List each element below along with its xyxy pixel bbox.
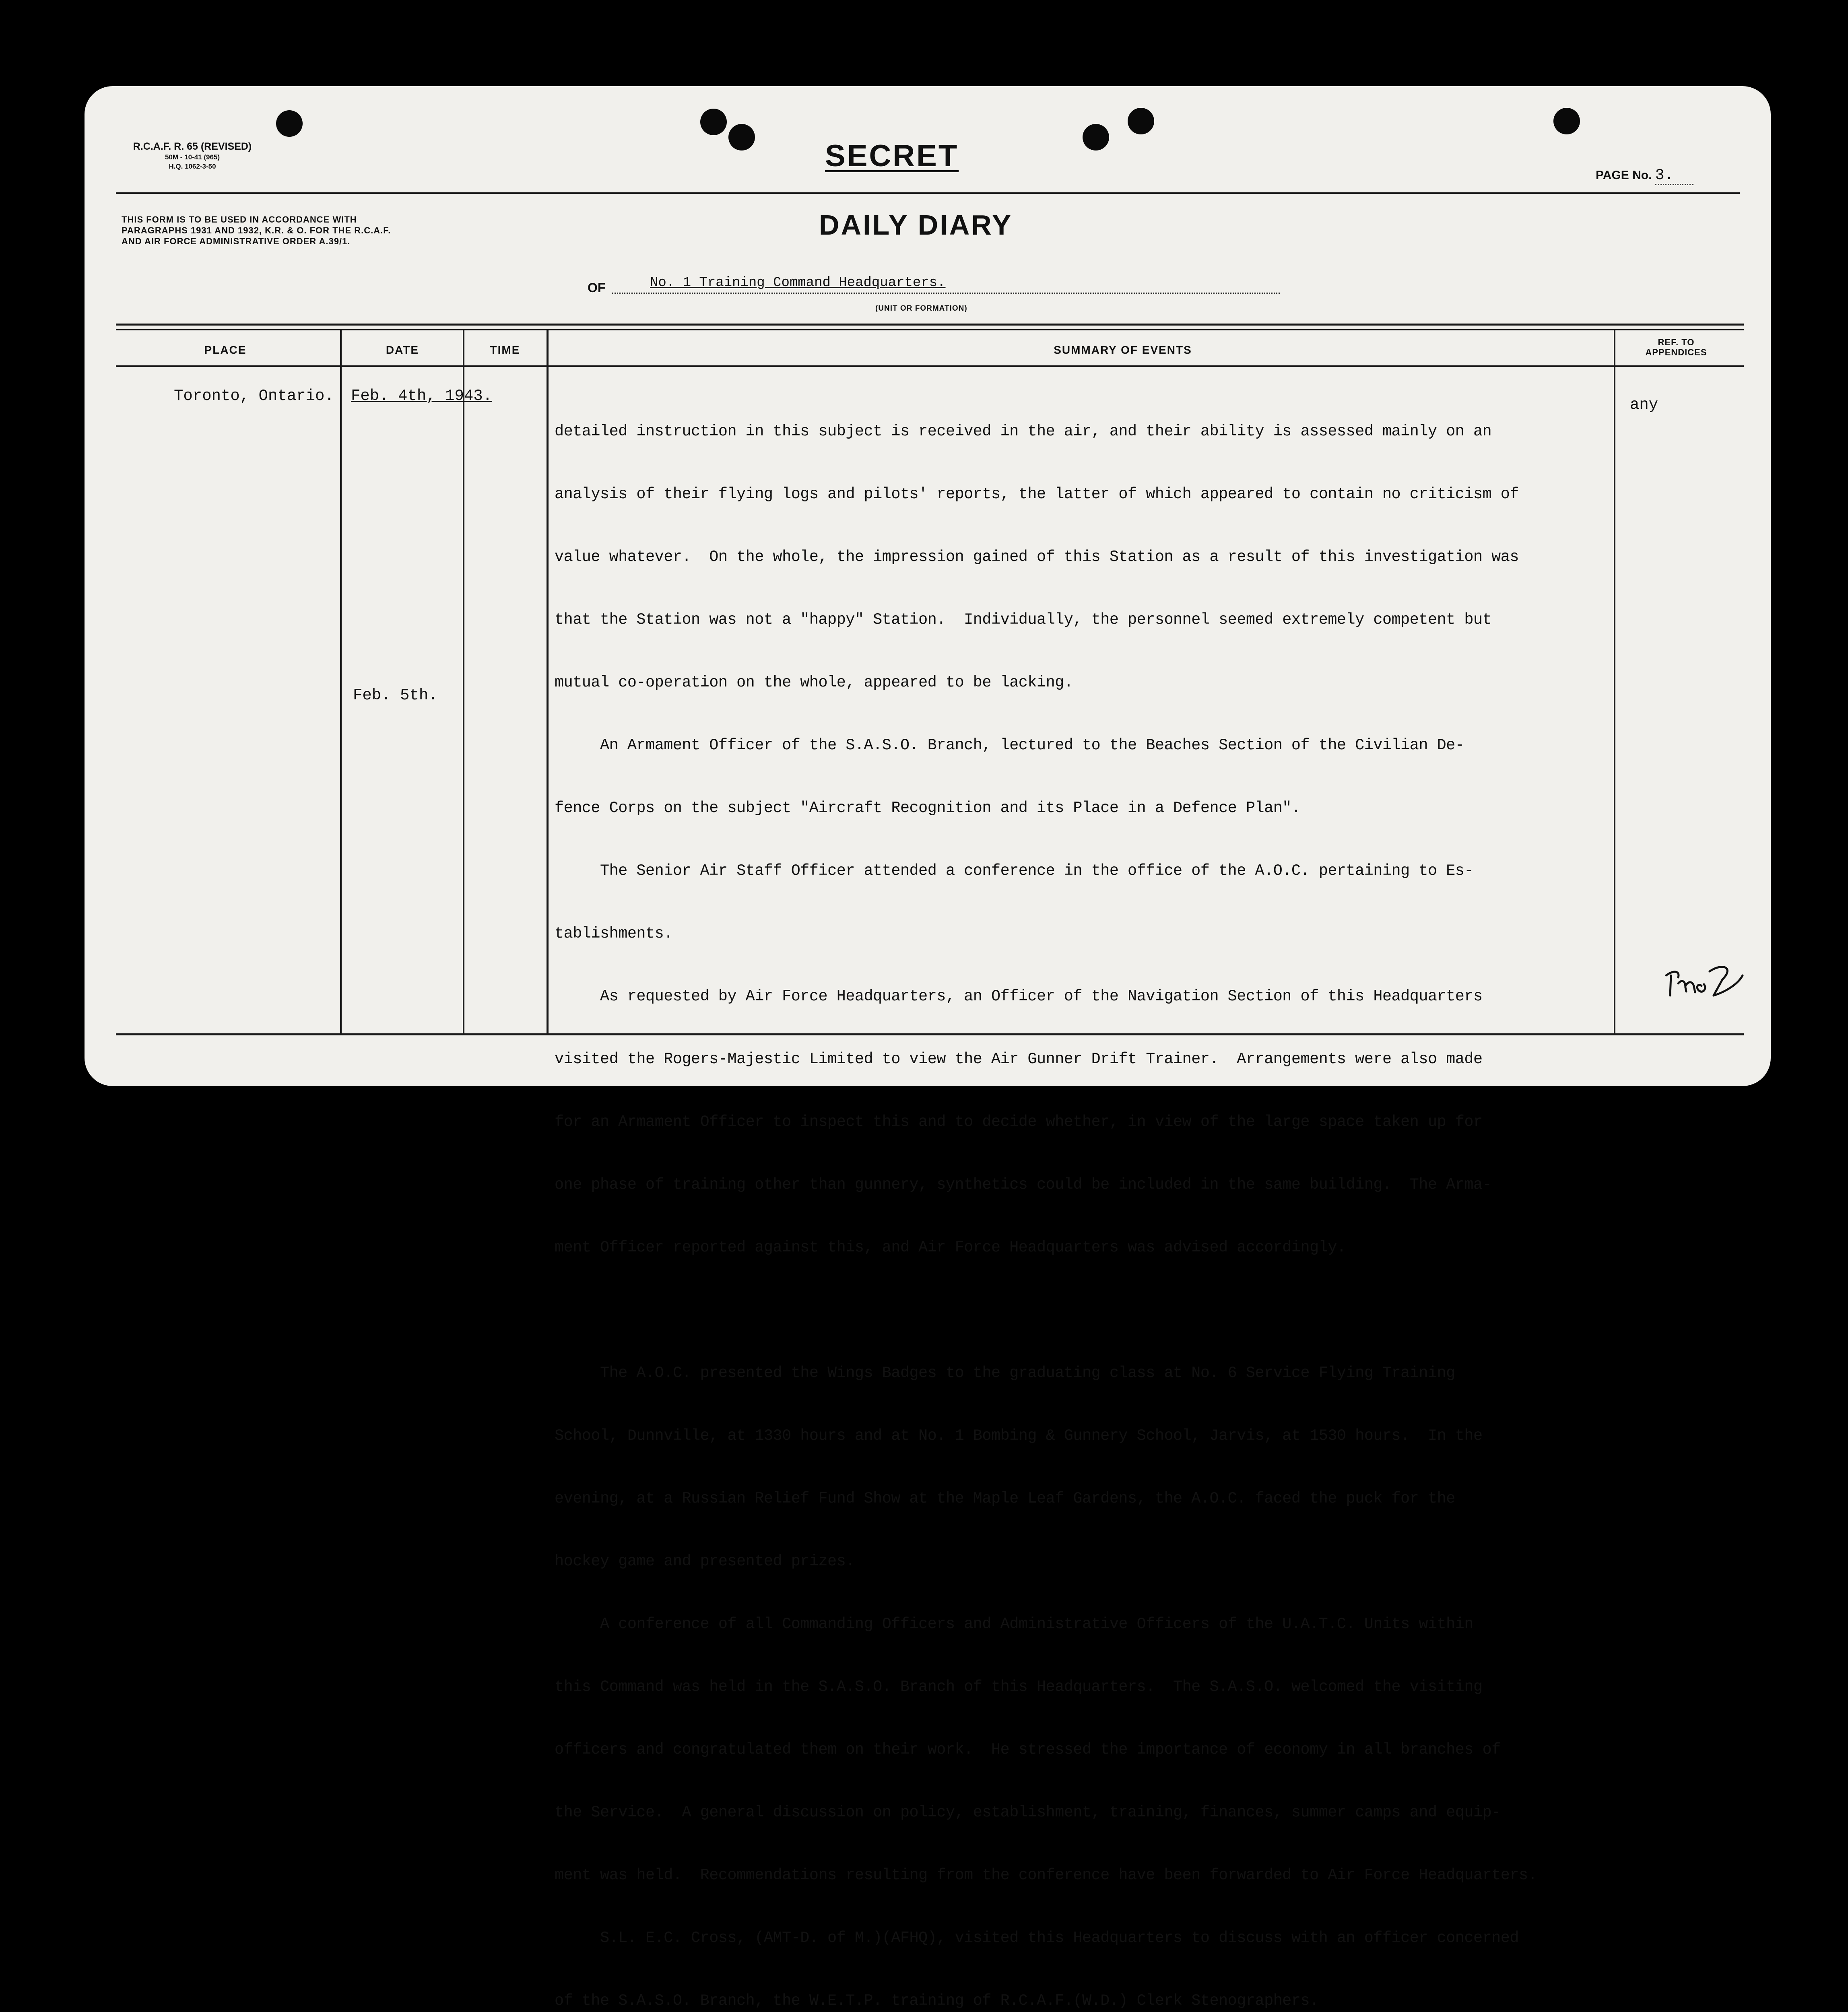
summary-line: The Senior Air Staff Officer attended a conference in the office of the A.O.C. pertaining to Es- [555,862,1473,880]
form-instructions: THIS FORM IS TO BE USED IN ACCORDANCE WITH PARAGRAPHS 1931 AND 1932, K.R. & O. FOR THE R.C.A.F. AND AIR FORCE ADMINISTRATIVE ORDER A.39/1. [122,214,391,246]
form-reference [120,141,265,171]
punch-hole [1128,108,1154,134]
summary-line: of the S.A.S.O. Branch, the W.E.T.P. training of R.C.A.F.(W.D.) Clerk Stenographers. [555,1992,1319,2010]
header-bottom-rule [116,365,1744,367]
summary-line: evening, at a Russian Relief Fund Show at the Maple Leaf Gardens, the A.O.C. faced the puck for the [555,1490,1455,1507]
hq-reference: H.Q. 1062-3-50 [169,163,216,170]
punch-hole [276,110,303,137]
table-top-rule [116,324,1744,326]
summary-line: the Service. A general discussion on policy, establishment, training, finances, summer camps and equip- [555,1804,1501,1821]
summary-line: S.L. E.C. Cross, (AMT-D. of M.)(AFHQ), visited this Headquarters to discuss with an officer concerned [555,1929,1519,1947]
margin-note: any [1630,396,1658,414]
page-label: PAGE No. [1596,169,1652,182]
summary-of-events [555,379,1661,2012]
table-top-rule-inner [116,329,1744,330]
summary-line: ment Officer reported against this, and Air Force Headquarters was advised accordingly. [555,1239,1346,1256]
column-divider [340,330,342,1034]
punch-hole [1083,124,1109,150]
summary-line: for an Armament Officer to inspect this and to decide whether, in view of the large space taken up for [555,1113,1483,1131]
summary-line: A conference of all Commanding Officers and Administrative Officers of the U.A.T.C. Units within [555,1615,1473,1633]
summary-line [555,1300,1661,1321]
form-code: R.C.A.F. R. 65 (REVISED) [133,141,252,152]
print-run: 50M - 10-41 (965) [165,153,220,161]
diary-sheet [85,86,1771,2010]
column-header-date: DATE [386,344,419,356]
summary-line: visited the Rogers-Majestic Limited to view the Air Gunner Drift Trainer. Arrangements were also made [555,1050,1483,1068]
date-entry: Feb. 5th. [353,686,438,704]
page-number [1596,167,1693,185]
summary-line: this Command was held in the S.A.S.O. Branch of this Headquarters. The S.A.S.O. welcomed the visiting [555,1678,1483,1696]
summary-line: analysis of their flying logs and pilots' reports, the latter of which appeared to contain no criticism of [555,485,1519,503]
place-entry: Toronto, Ontario. [174,387,334,405]
summary-line: fence Corps on the subject "Aircraft Recognition and its Place in a Defence Plan". [555,799,1301,817]
punch-hole [700,109,727,135]
summary-line: mutual co-operation on the whole, appeared to be lacking. [555,674,1073,691]
unit-caption: (UNIT OR FORMATION) [875,304,967,313]
summary-line: value whatever. On the whole, the impression gained of this Station as a result of this investigation was [555,548,1519,566]
of-label: OF [588,280,606,295]
date-entry: Feb. 4th, 1943. [351,387,493,405]
summary-line: ment was held. Recommendations resulting from the conference have been forwarded to Air Force Headquarters. [555,1866,1537,1884]
summary-line: tablishments. [555,925,673,942]
summary-line: officers and congratulated them on their work. He stressed the importance of economy in all branches of [555,1741,1501,1758]
summary-line: An Armament Officer of the S.A.S.O. Branch, lectured to the Beaches Section of the Civilian De- [555,736,1464,754]
column-header-place: PLACE [204,344,247,356]
diary-title: DAILY DIARY [819,209,1013,241]
classification-stamp: SECRET [825,139,959,173]
column-divider [547,330,549,1034]
summary-line: As requested by Air Force Headquarters, an Officer of the Navigation Section of this Headquarters [555,987,1483,1005]
column-divider [463,330,464,1034]
header-rule [116,192,1740,194]
unit-name: No. 1 Training Command Headquarters. [612,275,1280,294]
summary-line: hockey game and presented prizes. [555,1552,855,1570]
column-header-summary: SUMMARY OF EVENTS [1054,344,1192,356]
summary-line: one phase of training other than gunnery, synthetics could be included in the same building. The Arma- [555,1176,1492,1194]
initials-signature [1662,959,1755,1004]
summary-line: that the Station was not a "happy" Station. Individually, the personnel seemed extremely competent but [555,611,1492,629]
punch-hole [1553,108,1580,134]
punch-hole [728,124,755,150]
summary-line: School, Dunnville, at 1330 hours and at No. 1 Bombing & Gunnery School, Jarvis, at 1530 hours. In the [555,1427,1483,1445]
page-number-value: 3. [1655,167,1693,185]
column-header-ref: REF. TO APPENDICES [1645,337,1707,357]
summary-line: The A.O.C. presented the Wings Badges to the graduating class at No. 6 Service Flying Training [555,1364,1455,1382]
column-header-time: TIME [490,344,520,356]
summary-line: detailed instruction in this subject is received in the air, and their ability is assessed mainly on an [555,423,1492,440]
